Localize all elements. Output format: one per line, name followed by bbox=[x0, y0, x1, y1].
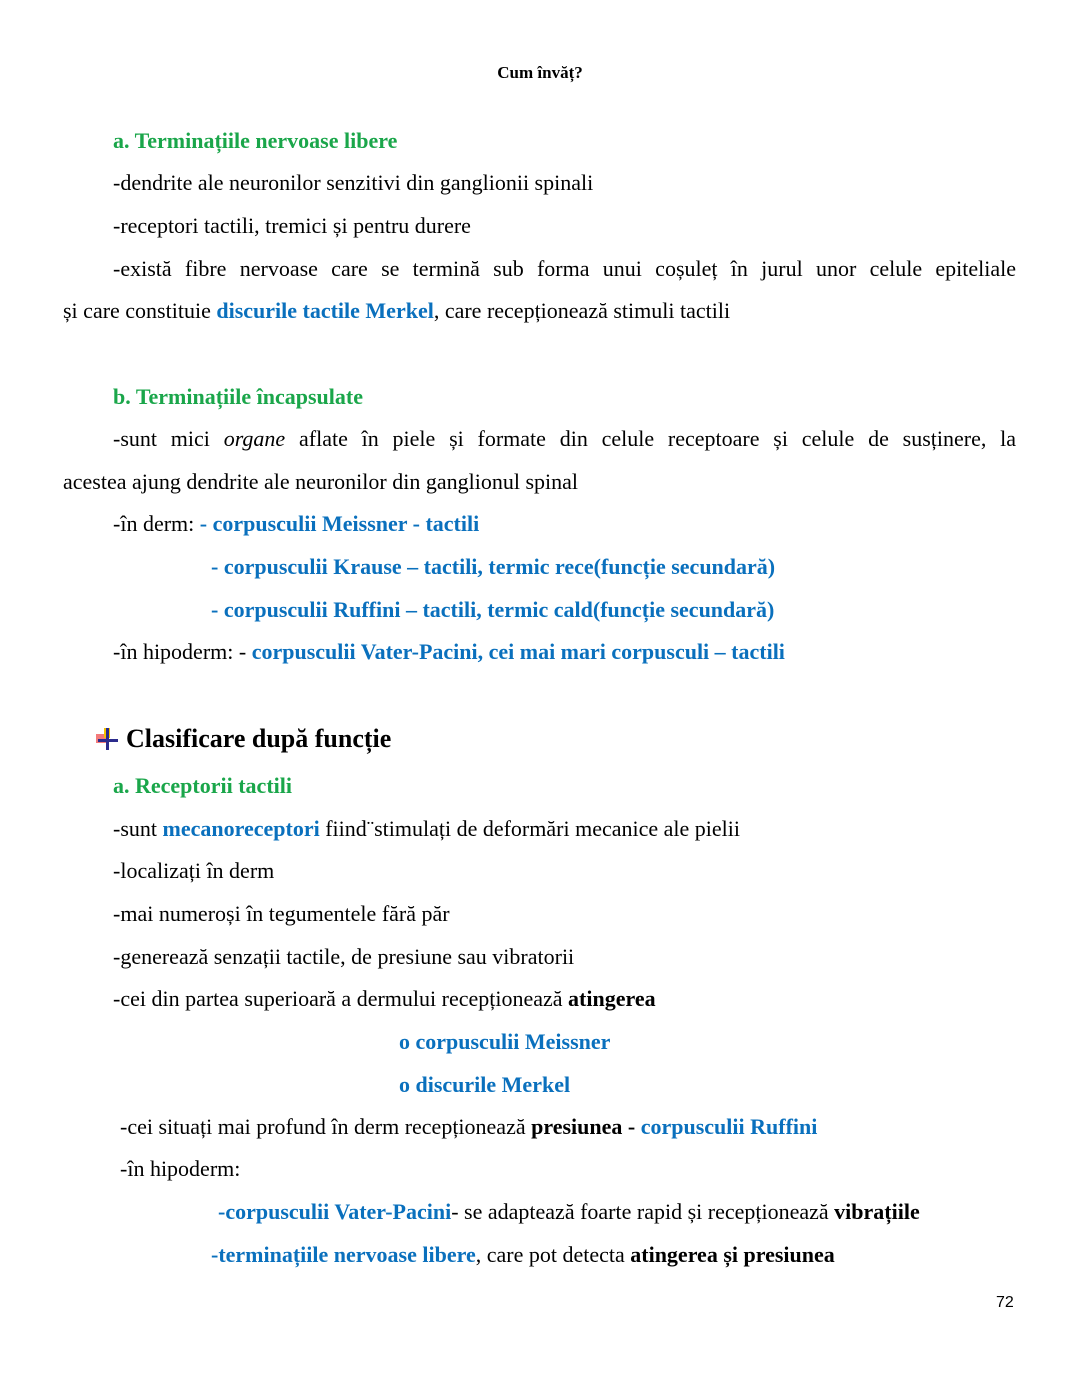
text-segment: , care recepționează stimuli tactili bbox=[433, 298, 731, 323]
text-segment: -în hipoderm: bbox=[120, 1156, 241, 1181]
heading bbox=[113, 128, 397, 154]
highlighted-term: discurile tactile Merkel bbox=[216, 298, 434, 323]
text-segment: aflate în piele și formate din celule receptoare și celule de susținere, la bbox=[285, 426, 1017, 451]
subheading-text: a. Receptorii tactili bbox=[113, 773, 292, 798]
text-segment: -dendrite ale neuronilor senzitivi din ganglionii spinali bbox=[113, 170, 594, 195]
text-line bbox=[211, 554, 775, 580]
heading bbox=[113, 384, 363, 410]
text-line bbox=[113, 816, 740, 842]
text-line bbox=[113, 901, 450, 927]
text-segment: -cei situați mai profund în derm recepționează bbox=[120, 1114, 532, 1139]
highlighted-term: discurile Merkel bbox=[415, 1072, 571, 1097]
bold-term: atingerea și presiunea bbox=[630, 1242, 835, 1267]
text-line bbox=[211, 1242, 835, 1268]
text-segment: , care pot detecta bbox=[475, 1242, 631, 1267]
text-line bbox=[218, 1199, 920, 1225]
section-title: Clasificare după funcție bbox=[126, 724, 392, 753]
text-line bbox=[113, 256, 1016, 282]
text-segment: -mai numeroși în tegumentele fără păr bbox=[113, 901, 450, 926]
highlighted-term: - corpusculii Meissner - tactili bbox=[199, 511, 480, 536]
text-line bbox=[113, 986, 656, 1012]
highlighted-term: - corpusculii Ruffini – tactili, termic cald(funcție secundară) bbox=[211, 597, 775, 622]
highlighted-term: mecanoreceptori bbox=[162, 816, 320, 841]
text-segment: -generează senzații tactile, de presiune sau vibratorii bbox=[113, 944, 575, 969]
highlighted-term: corpusculii Meissner bbox=[415, 1029, 611, 1054]
text-segment: -există fibre nervoase care se termină sub forma unui coșuleț în jurul unor celule epiteliale bbox=[113, 256, 1016, 281]
text-line bbox=[113, 858, 274, 884]
text-line bbox=[113, 511, 479, 537]
text-segment: -sunt bbox=[113, 816, 163, 841]
text-segment: organe bbox=[223, 426, 286, 451]
highlighted-term: -corpusculii Vater-Pacini bbox=[218, 1199, 452, 1224]
highlighted-term: corpusculii Ruffini bbox=[640, 1114, 818, 1139]
text-line bbox=[63, 298, 730, 324]
subheading-text: a. Terminațiile nervoase libere bbox=[113, 128, 398, 153]
highlighted-term: o bbox=[399, 1072, 416, 1097]
text-line bbox=[120, 1156, 240, 1182]
text-line bbox=[113, 213, 471, 239]
text-line bbox=[113, 944, 574, 970]
text-segment: -localizați în derm bbox=[113, 858, 275, 883]
text-line bbox=[113, 426, 1016, 452]
text-segment: -în hipoderm: - bbox=[113, 639, 252, 664]
bold-term: presiunea - bbox=[531, 1114, 641, 1139]
text-line bbox=[211, 597, 774, 623]
text-segment: - se adaptează foarte rapid și recepționează bbox=[451, 1199, 835, 1224]
bullet-item bbox=[399, 1072, 570, 1098]
bullet-item bbox=[399, 1029, 610, 1055]
highlighted-term: - corpusculii Krause – tactili, termic rece(funcție secundară) bbox=[211, 554, 776, 579]
text-segment: și care constituie bbox=[63, 298, 217, 323]
heading bbox=[113, 773, 292, 799]
bold-term: atingerea bbox=[568, 986, 656, 1011]
text-line bbox=[113, 170, 593, 196]
text-line bbox=[113, 639, 785, 665]
text-line bbox=[120, 1114, 817, 1140]
subheading-text: b. Terminațiile încapsulate bbox=[113, 384, 363, 409]
multicolor-cross-bullet-icon bbox=[96, 728, 120, 750]
text-segment: -în derm: bbox=[113, 511, 200, 536]
highlighted-term: o bbox=[399, 1029, 416, 1054]
text-segment: -cei din partea superioară a dermului recepționează bbox=[113, 986, 569, 1011]
section-heading bbox=[96, 726, 391, 753]
highlighted-term: corpusculii Vater-Pacini, cei mai mari corpusculi – tactili bbox=[251, 639, 785, 664]
text-segment: -receptori tactili, tremici și pentru durere bbox=[113, 213, 471, 238]
running-header: Cum învăț? bbox=[497, 63, 583, 82]
text-segment: fiind¨stimulați de deformări mecanice ale pielii bbox=[319, 816, 740, 841]
text-line bbox=[63, 469, 578, 495]
highlighted-term: -terminațiile nervoase libere bbox=[211, 1242, 476, 1267]
text-segment: acestea ajung dendrite ale neuronilor din ganglionul spinal bbox=[63, 469, 579, 494]
text-segment: -sunt mici bbox=[113, 426, 224, 451]
bold-term: vibrațiile bbox=[834, 1199, 920, 1224]
page-number: 72 bbox=[996, 1294, 1014, 1311]
